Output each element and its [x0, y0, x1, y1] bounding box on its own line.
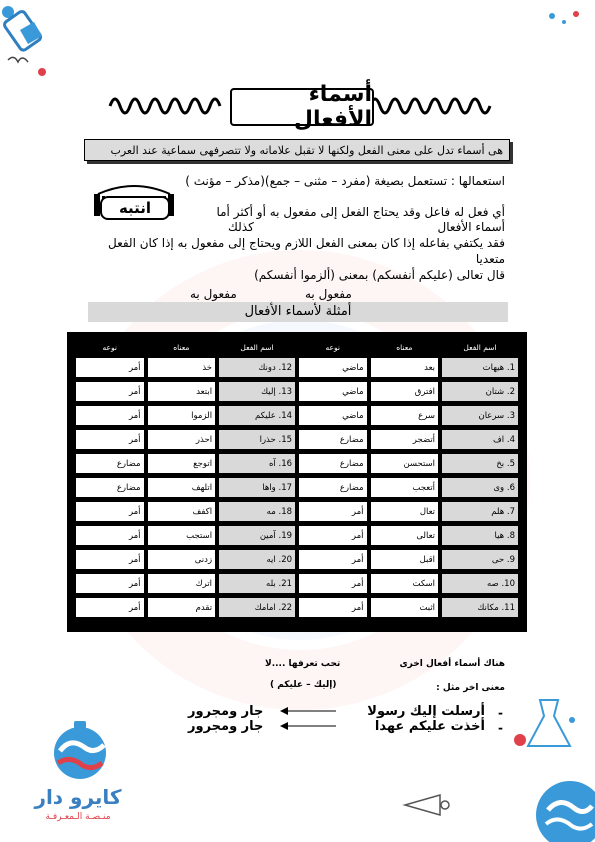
table-cell: أمر — [299, 502, 367, 521]
bullet-2: - — [498, 721, 503, 735]
table-cell: 8. هيا — [442, 526, 518, 545]
table-cell: سرع — [371, 406, 439, 425]
table-cell: أتضجر — [371, 430, 439, 449]
table-cell: 2. شتان — [442, 382, 518, 401]
other-names-note: هناك أسماء أفعال اخرى — [399, 659, 505, 669]
explanation-line-3: فقد يكتفي بفاعله إذا كان بمعنى الفعل اللازم ويحتاج إلى مفعول به إذا كان الفعل — [107, 236, 505, 250]
usage-line: استعمالها : تستعمل بصيغة (مفرد – مثنى – جمع)(مذكر – مؤنث ) — [185, 174, 505, 188]
explanation-line-4: متعديا — [475, 252, 505, 266]
table-row — [76, 406, 518, 425]
result-2: جار ومجرور — [188, 719, 264, 734]
table-cell: 6. وى — [442, 478, 518, 497]
object-label-1: مفعول به — [305, 287, 352, 301]
table-cell: اثبت — [371, 598, 439, 617]
explanation-line-2b: كذلك — [228, 220, 254, 234]
table-cell: ماضي — [299, 382, 367, 401]
table-cell: اتوجع — [148, 454, 216, 473]
table-cell: أمر — [299, 574, 367, 593]
warning-label: انتبه — [100, 196, 170, 220]
table-cell: أمر — [76, 358, 144, 377]
table-row — [76, 574, 518, 593]
explanation-line-1: أي فعل له فاعل وقد يحتاج الفعل إلى مفعول به أو أكثر أما — [216, 205, 505, 219]
table-cell: ماضي — [299, 358, 367, 377]
table-cell: اترك — [148, 574, 216, 593]
brand-tagline: منـصـة الـمعـرفـة — [45, 812, 111, 822]
header-meaning-1: معناه — [396, 342, 413, 352]
table-cell: 17. واها — [219, 478, 295, 497]
table-cell: اكفف — [148, 502, 216, 521]
explanation-line-2: أسماء الأفعال — [437, 220, 505, 234]
header-verb-name-2: اسم الفعل — [240, 342, 274, 352]
table-cell: اسكت — [371, 574, 439, 593]
cairo-dar-logo-icon — [40, 715, 120, 785]
table-row — [76, 358, 518, 377]
table-cell: أمر — [76, 598, 144, 617]
example-sentence-2: أخذت عليكم عهدا — [374, 719, 485, 734]
table-cell: ابتعد — [148, 382, 216, 401]
page-title: أسماء الأفعال — [230, 88, 374, 126]
table-cell: 16. آه — [219, 454, 295, 473]
example-sentence-1: أرسلت إليك رسولا — [367, 704, 485, 719]
header-type-1: نوعه — [325, 342, 340, 352]
table-cell: أمر — [76, 430, 144, 449]
table-cell: أمر — [299, 550, 367, 569]
table-cell: الزموا — [148, 406, 216, 425]
table-cell: 14. عليكم — [219, 406, 295, 425]
lab-decoration-icon — [500, 690, 590, 760]
table-cell: اقبل — [371, 550, 439, 569]
table-cell: مضارع — [299, 454, 367, 473]
table-cell: احذر — [148, 430, 216, 449]
table-cell: أمر — [76, 526, 144, 545]
bullet-1: - — [498, 706, 503, 720]
table-cell: 15. حذرا — [219, 430, 295, 449]
trumpet-icon — [400, 785, 460, 825]
table-row — [76, 430, 518, 449]
table-cell: 9. حى — [442, 550, 518, 569]
header-type-2: نوعه — [102, 342, 117, 352]
table-row — [76, 550, 518, 569]
table-cell: 10. صه — [442, 574, 518, 593]
hint-note: (إليك – عليكم ) — [270, 680, 337, 690]
table-row — [76, 526, 518, 545]
table-cell: أمر — [299, 526, 367, 545]
table-row — [76, 502, 518, 521]
header-meaning-2: معناه — [173, 342, 190, 352]
page-title-banner — [100, 80, 500, 130]
table-cell: 19. آمين — [219, 526, 295, 545]
arrow-left-icon — [280, 706, 336, 716]
science-flask-icon — [0, 0, 70, 80]
header-verb-name-1: اسم الفعل — [463, 342, 497, 352]
arrow-left-icon — [280, 721, 336, 731]
table-cell: أمر — [76, 574, 144, 593]
table-cell: مضارع — [76, 478, 144, 497]
definition-box: هى أسماء تدل على معنى الفعل ولكنها لا تقبل علاماته ولا تتصرفهى سماعية عند العرب — [84, 139, 510, 161]
object-label-2: مفعول به — [190, 287, 237, 301]
table-cell: تعال — [371, 502, 439, 521]
brand-name: كايرو دار — [34, 785, 122, 809]
example-label: معنى اخر مثل : — [436, 683, 505, 693]
love-to-know-note: تحب تعرفها ....لا — [265, 659, 341, 669]
table-cell: 4. اف — [442, 430, 518, 449]
examples-table — [72, 336, 522, 622]
table-row — [76, 598, 518, 617]
table-cell: 5. بخ — [442, 454, 518, 473]
dots-decoration-icon — [542, 6, 592, 36]
table-cell: 3. سرعان — [442, 406, 518, 425]
result-1: جار ومجرور — [188, 704, 264, 719]
table-cell: 21. بله — [219, 574, 295, 593]
table-cell: افترق — [371, 382, 439, 401]
table-cell: أمر — [76, 382, 144, 401]
table-cell: 12. دونك — [219, 358, 295, 377]
table-cell: مضارع — [76, 454, 144, 473]
table-cell: 18. مه — [219, 502, 295, 521]
table-cell: استحسن — [371, 454, 439, 473]
table-cell: 22. امامك — [219, 598, 295, 617]
table-cell: أمر — [299, 598, 367, 617]
table-cell: أتعجب — [371, 478, 439, 497]
table-cell: 20. ايه — [219, 550, 295, 569]
table-cell: 13. إليك — [219, 382, 295, 401]
table-cell: أمر — [76, 502, 144, 521]
table-row — [76, 478, 518, 497]
table-cell: زدنى — [148, 550, 216, 569]
table-cell: أمر — [76, 406, 144, 425]
corner-wave-logo-icon — [520, 760, 595, 842]
table-cell: مضارع — [299, 478, 367, 497]
examples-section-title: أمثلة لأسماء الأفعال — [88, 302, 508, 322]
table-cell: بعد — [371, 358, 439, 377]
table-cell: أمر — [76, 550, 144, 569]
table-cell: مضارع — [299, 430, 367, 449]
table-row — [76, 382, 518, 401]
table-cell: ماضي — [299, 406, 367, 425]
table-cell: تقدم — [148, 598, 216, 617]
table-cell: 11. مكانك — [442, 598, 518, 617]
table-cell: استجب — [148, 526, 216, 545]
table-cell: خذ — [148, 358, 216, 377]
quran-example-line: قال تعالى (عليكم أنفسكم) بمعنى (ألزموا أنفسكم) — [254, 268, 505, 282]
table-cell: 1. هيهات — [442, 358, 518, 377]
table-cell: اتلهف — [148, 478, 216, 497]
table-cell: 7. هلم — [442, 502, 518, 521]
table-row — [76, 454, 518, 473]
table-cell: تعالى — [371, 526, 439, 545]
